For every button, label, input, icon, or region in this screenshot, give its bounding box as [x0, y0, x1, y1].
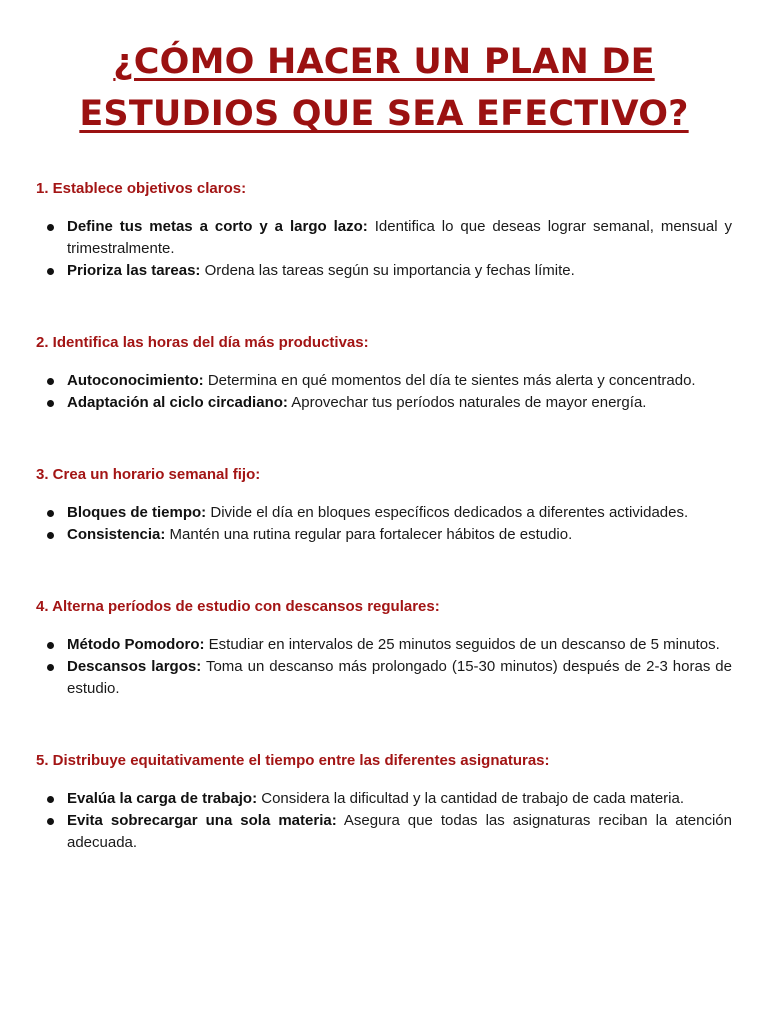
- bullet-dot-icon: [47, 818, 54, 825]
- bullet-term: Bloques de tiempo:: [67, 504, 207, 521]
- section-heading: 5. Distribuye equitativamente el tiempo entre las diferentes asignaturas:: [36, 752, 550, 769]
- list-item: [36, 370, 732, 392]
- bullet-list: [36, 370, 732, 414]
- bullet-term: Adaptación al ciclo circadiano:: [67, 394, 288, 411]
- list-item: [36, 634, 732, 656]
- bullet-dot-icon: [47, 268, 54, 275]
- section-heading: 2. Identifica las horas del día más productivas:: [36, 334, 369, 351]
- bullet-term: Autoconocimiento:: [67, 372, 204, 389]
- bullet-dot-icon: [47, 642, 54, 649]
- list-item: [36, 502, 732, 524]
- list-item: [36, 392, 732, 414]
- title-line-1: ¿CÓMO HACER UN PLAN DE: [113, 42, 655, 82]
- bullet-text: Estudiar en intervalos de 25 minutos seguidos de un descanso de 5 minutos.: [204, 636, 720, 653]
- bullet-dot-icon: [47, 510, 54, 517]
- bullet-text: Considera la dificultad y la cantidad de trabajo de cada materia.: [257, 790, 684, 807]
- bullet-dot-icon: [47, 796, 54, 803]
- bullet-dot-icon: [47, 532, 54, 539]
- bullet-text: Toma un descanso más prolongado (15-30 minutos) después de 2-3 horas de estudio.: [67, 658, 732, 697]
- bullet-term: Evalúa la carga de trabajo:: [67, 790, 258, 807]
- bullet-dot-icon: [47, 378, 54, 385]
- list-item: [36, 810, 732, 854]
- section-4: [36, 596, 732, 700]
- bullet-text: Divide el día en bloques específicos dedicados a diferentes actividades.: [206, 504, 689, 521]
- bullet-list: [36, 216, 732, 282]
- section-5: [36, 750, 732, 854]
- bullet-text: Aprovechar tus períodos naturales de mayor energía.: [287, 394, 647, 411]
- bullet-term: Consistencia:: [67, 526, 166, 543]
- bullet-text: Ordena las tareas según su importancia y fechas límite.: [200, 262, 575, 279]
- section-heading: 3. Crea un horario semanal fijo:: [36, 466, 261, 483]
- bullet-text: Determina en qué momentos del día te sientes más alerta y concentrado.: [203, 372, 696, 389]
- list-item: [36, 656, 732, 700]
- bullet-list: [36, 502, 732, 546]
- section-heading: 4. Alterna períodos de estudio con descansos regulares:: [36, 598, 440, 615]
- bullet-text: Mantén una rutina regular para fortalecer hábitos de estudio.: [165, 526, 573, 543]
- list-item: [36, 524, 732, 546]
- section-2: [36, 332, 732, 414]
- bullet-term: Define tus metas a corto y a largo lazo:: [67, 218, 368, 235]
- bullet-text: Identifica lo que deseas lograr semanal, mensual y trimestralmente.: [67, 218, 732, 257]
- bullet-dot-icon: [47, 400, 54, 407]
- bullet-term: Evita sobrecargar una sola materia:: [67, 812, 337, 829]
- list-item: [36, 788, 732, 810]
- section-3: [36, 464, 732, 546]
- bullet-term: Prioriza las tareas:: [67, 262, 201, 279]
- bullet-text: Asegura que todas las asignaturas reciban la atención adecuada.: [67, 812, 732, 851]
- list-item: [36, 260, 732, 282]
- page-title: [36, 0, 732, 140]
- bullet-list: [36, 634, 732, 700]
- list-item: [36, 216, 732, 260]
- section-1: [36, 178, 732, 282]
- section-heading: 1. Establece objetivos claros:: [36, 180, 247, 197]
- bullet-list: [36, 788, 732, 854]
- bullet-dot-icon: [47, 664, 54, 671]
- bullet-term: Descansos largos:: [67, 658, 202, 675]
- bullet-term: Método Pomodoro:: [67, 636, 205, 653]
- title-line-2: ESTUDIOS QUE SEA EFECTIVO?: [79, 94, 689, 134]
- bullet-dot-icon: [47, 224, 54, 231]
